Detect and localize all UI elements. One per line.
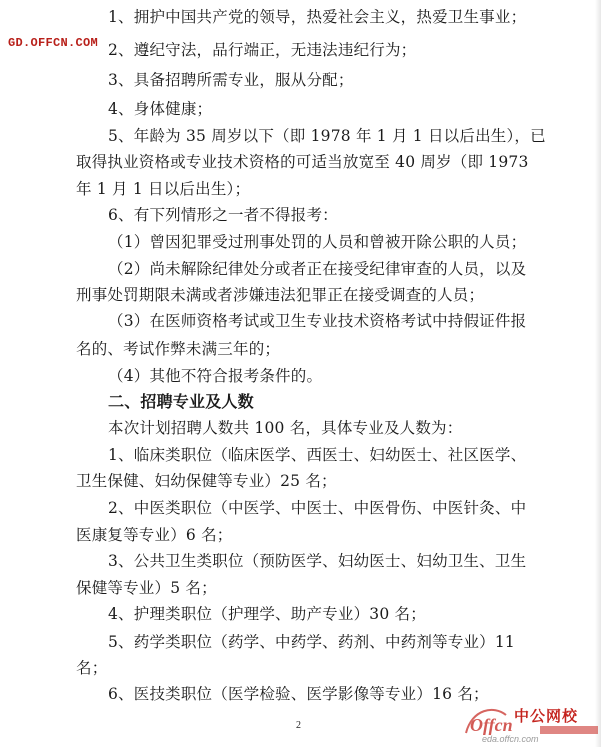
position-1: 1、临床类职位（临床医学、西医士、妇幼医士、社区医学、 [108, 446, 527, 464]
section-intro: 本次计划招聘人数共 100 名，具体专业及人数为： [108, 419, 463, 437]
page-number: 2 [296, 720, 301, 731]
requirement-4: 4、身体健康； [108, 100, 213, 118]
position-2: 2、中医类职位（中医学、中医士、中医骨伤、中医针灸、中 [108, 499, 527, 517]
position-5: 5、药学类职位（药学、中药学、药剂、中药剂等专业）11 [108, 633, 515, 651]
requirement-5-cont: 年 1 月 1 日以后出生）； [76, 180, 251, 198]
position-2-cont: 医康复等专业）6 名； [76, 526, 233, 544]
brand-logo [462, 703, 600, 747]
logo-mark-text: Offcn [470, 715, 513, 735]
position-5-cont: 名； [76, 659, 108, 677]
position-6: 6、医技类职位（医学检验、医学影像等专业）16 名； [108, 685, 489, 703]
logo-url: eda.offcn.com [482, 734, 539, 744]
requirement-6: 6、有下列情形之一者不得报考： [108, 206, 338, 224]
section-heading: 二、招聘专业及人数 [108, 392, 254, 411]
exclusion-1: （1）曾因犯罪受过刑事处罚的人员和曾被开除公职的人员； [108, 233, 527, 251]
site-watermark: GD.OFFCN.COM [4, 36, 102, 51]
position-1-cont: 卫生保健、妇幼保健等专业）25 名； [76, 472, 337, 490]
exclusion-3: （3）在医师资格考试或卫生专业技术资格考试中持假证件报 [108, 312, 527, 330]
logo-tagline-bar [540, 726, 598, 734]
exclusion-2-cont: 刑事处罚期限未满或者涉嫌违法犯罪正在接受调查的人员； [76, 286, 485, 304]
requirement-2: 2、遵纪守法，品行端正，无违法违纪行为； [108, 41, 417, 59]
page-edge-shadow [595, 0, 601, 747]
requirement-1: 1、拥护中国共产党的领导，热爱社会主义，热爱卫生事业； [108, 8, 527, 26]
exclusion-4: （4）其他不符合报考条件的。 [108, 367, 323, 385]
position-4: 4、护理类职位（护理学、助产专业）30 名； [108, 605, 426, 623]
exclusion-3-cont: 名的、考试作弊未满三年的； [76, 340, 281, 358]
position-3-cont: 保健等专业）5 名； [76, 579, 217, 597]
exclusion-2: （2）尚未解除纪律处分或者正在接受纪律审查的人员，以及 [108, 260, 527, 278]
requirement-5: 5、年龄为 35 周岁以下（即 1978 年 1 月 1 日以后出生），已 [108, 127, 546, 145]
logo-name: 中公网校 [514, 707, 579, 725]
position-3: 3、公共卫生类职位（预防医学、妇幼医士、妇幼卫生、卫生 [108, 552, 527, 570]
requirement-5-cont: 取得执业资格或专业技术资格的可适当放宽至 40 周岁（即 1973 [76, 153, 529, 171]
requirement-3: 3、具备招聘所需专业，服从分配； [108, 71, 354, 89]
